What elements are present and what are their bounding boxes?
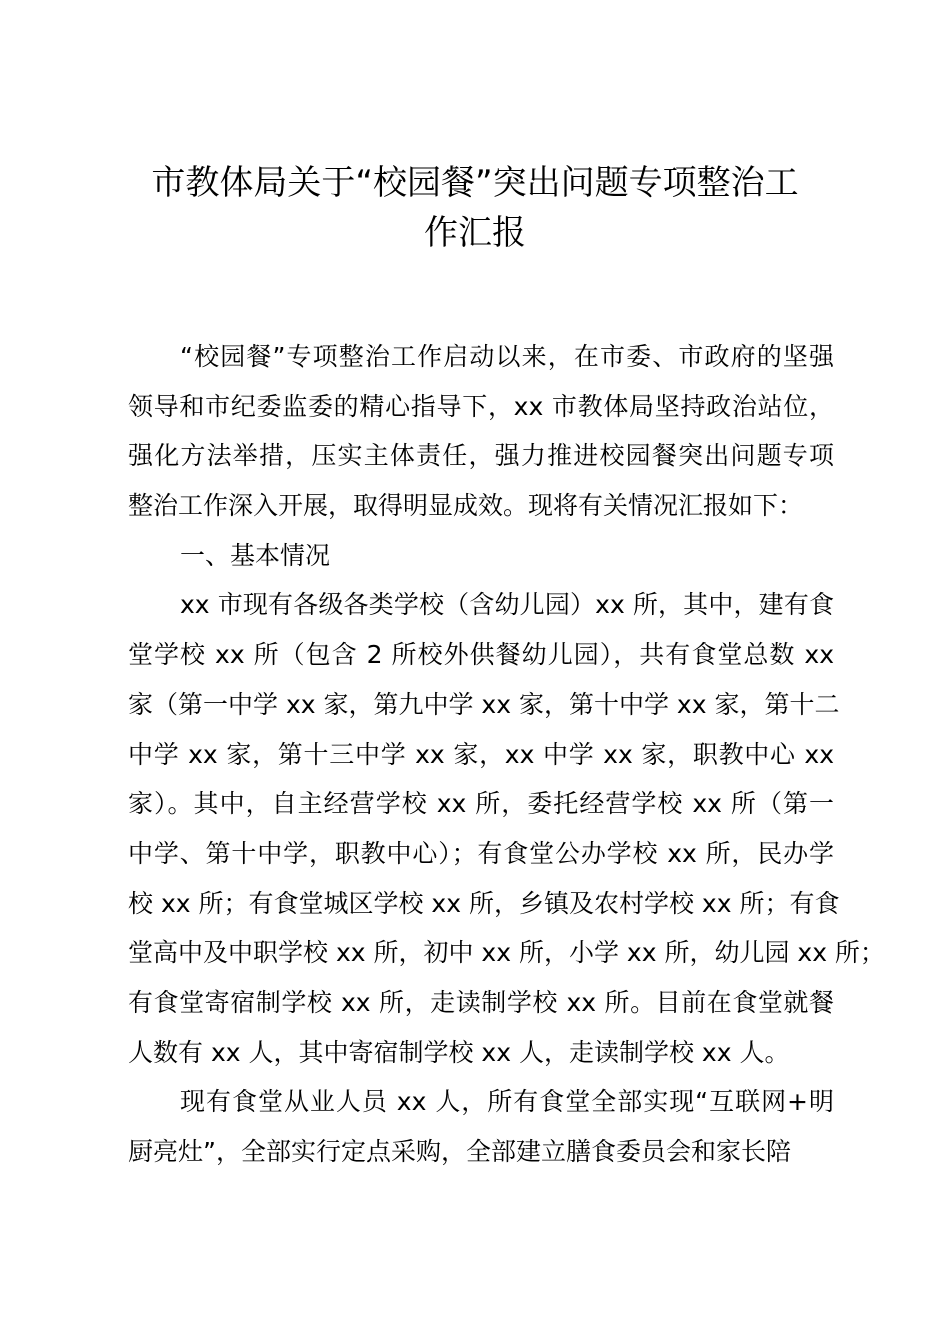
text-line: 人数有 xx 人，其中寄宿制学校 xx 人，走读制学校 xx 人。 [128, 1037, 790, 1067]
text-line: 校 xx 所；有食堂城区学校 xx 所，乡镇及农村学校 xx 所；有食 [128, 888, 840, 918]
document-title [0, 158, 950, 258]
text-line: 厨亮灶”，全部实行定点采购，全部建立膳食委员会和家长陪 [128, 1137, 791, 1166]
text-line: 整治工作深入开展，取得明显成效。现将有关情况汇报如下： [128, 491, 804, 521]
text-line: 现有食堂从业人员 xx 人，所有食堂全部实现“互联网+明 [180, 1087, 834, 1117]
paragraph [128, 580, 885, 1077]
text-line: 领导和市纪委监委的精心指导下，xx 市教体局坚持政治站位， [128, 391, 834, 421]
text-line: 强化方法举措，压实主体责任，强力推进校园餐突出问题专项 [128, 441, 834, 471]
text-line: 中学、第十中学，职教中心）；有食堂公办学校 xx 所，民办学 [128, 838, 834, 868]
text-line: 堂学校 xx 所（包含 2 所校外供餐幼儿园），共有食堂总数 xx [128, 640, 834, 670]
document-body [128, 332, 885, 1177]
text-line: 家）。其中，自主经营学校 xx 所，委托经营学校 xx 所（第一 [128, 789, 834, 819]
text-line: 有食堂寄宿制学校 xx 所，走读制学校 xx 所。目前在食堂就餐 [128, 987, 834, 1017]
text-line: 一、基本情况 [180, 540, 331, 570]
paragraph [128, 332, 834, 531]
text-line: 堂高中及中职学校 xx 所，初中 xx 所，小学 xx 所，幼儿园 xx 所； [128, 938, 885, 968]
text-line: 中学 xx 家，第十三中学 xx 家，xx 中学 xx 家，职教中心 xx [128, 739, 834, 769]
title-line: 市教体局关于“校园餐”突出问题专项整治工 [151, 163, 799, 203]
paragraph [128, 1077, 834, 1176]
text-line: “校园餐”专项整治工作启动以来，在市委、市政府的坚强 [180, 342, 834, 371]
text-line: 家（第一中学 xx 家，第九中学 xx 家，第十中学 xx 家，第十二 [128, 689, 840, 719]
paragraph [128, 531, 834, 581]
title-line: 作汇报 [424, 213, 526, 253]
text-line: xx 市现有各级各类学校（含幼儿园）xx 所，其中，建有食 [180, 590, 834, 620]
